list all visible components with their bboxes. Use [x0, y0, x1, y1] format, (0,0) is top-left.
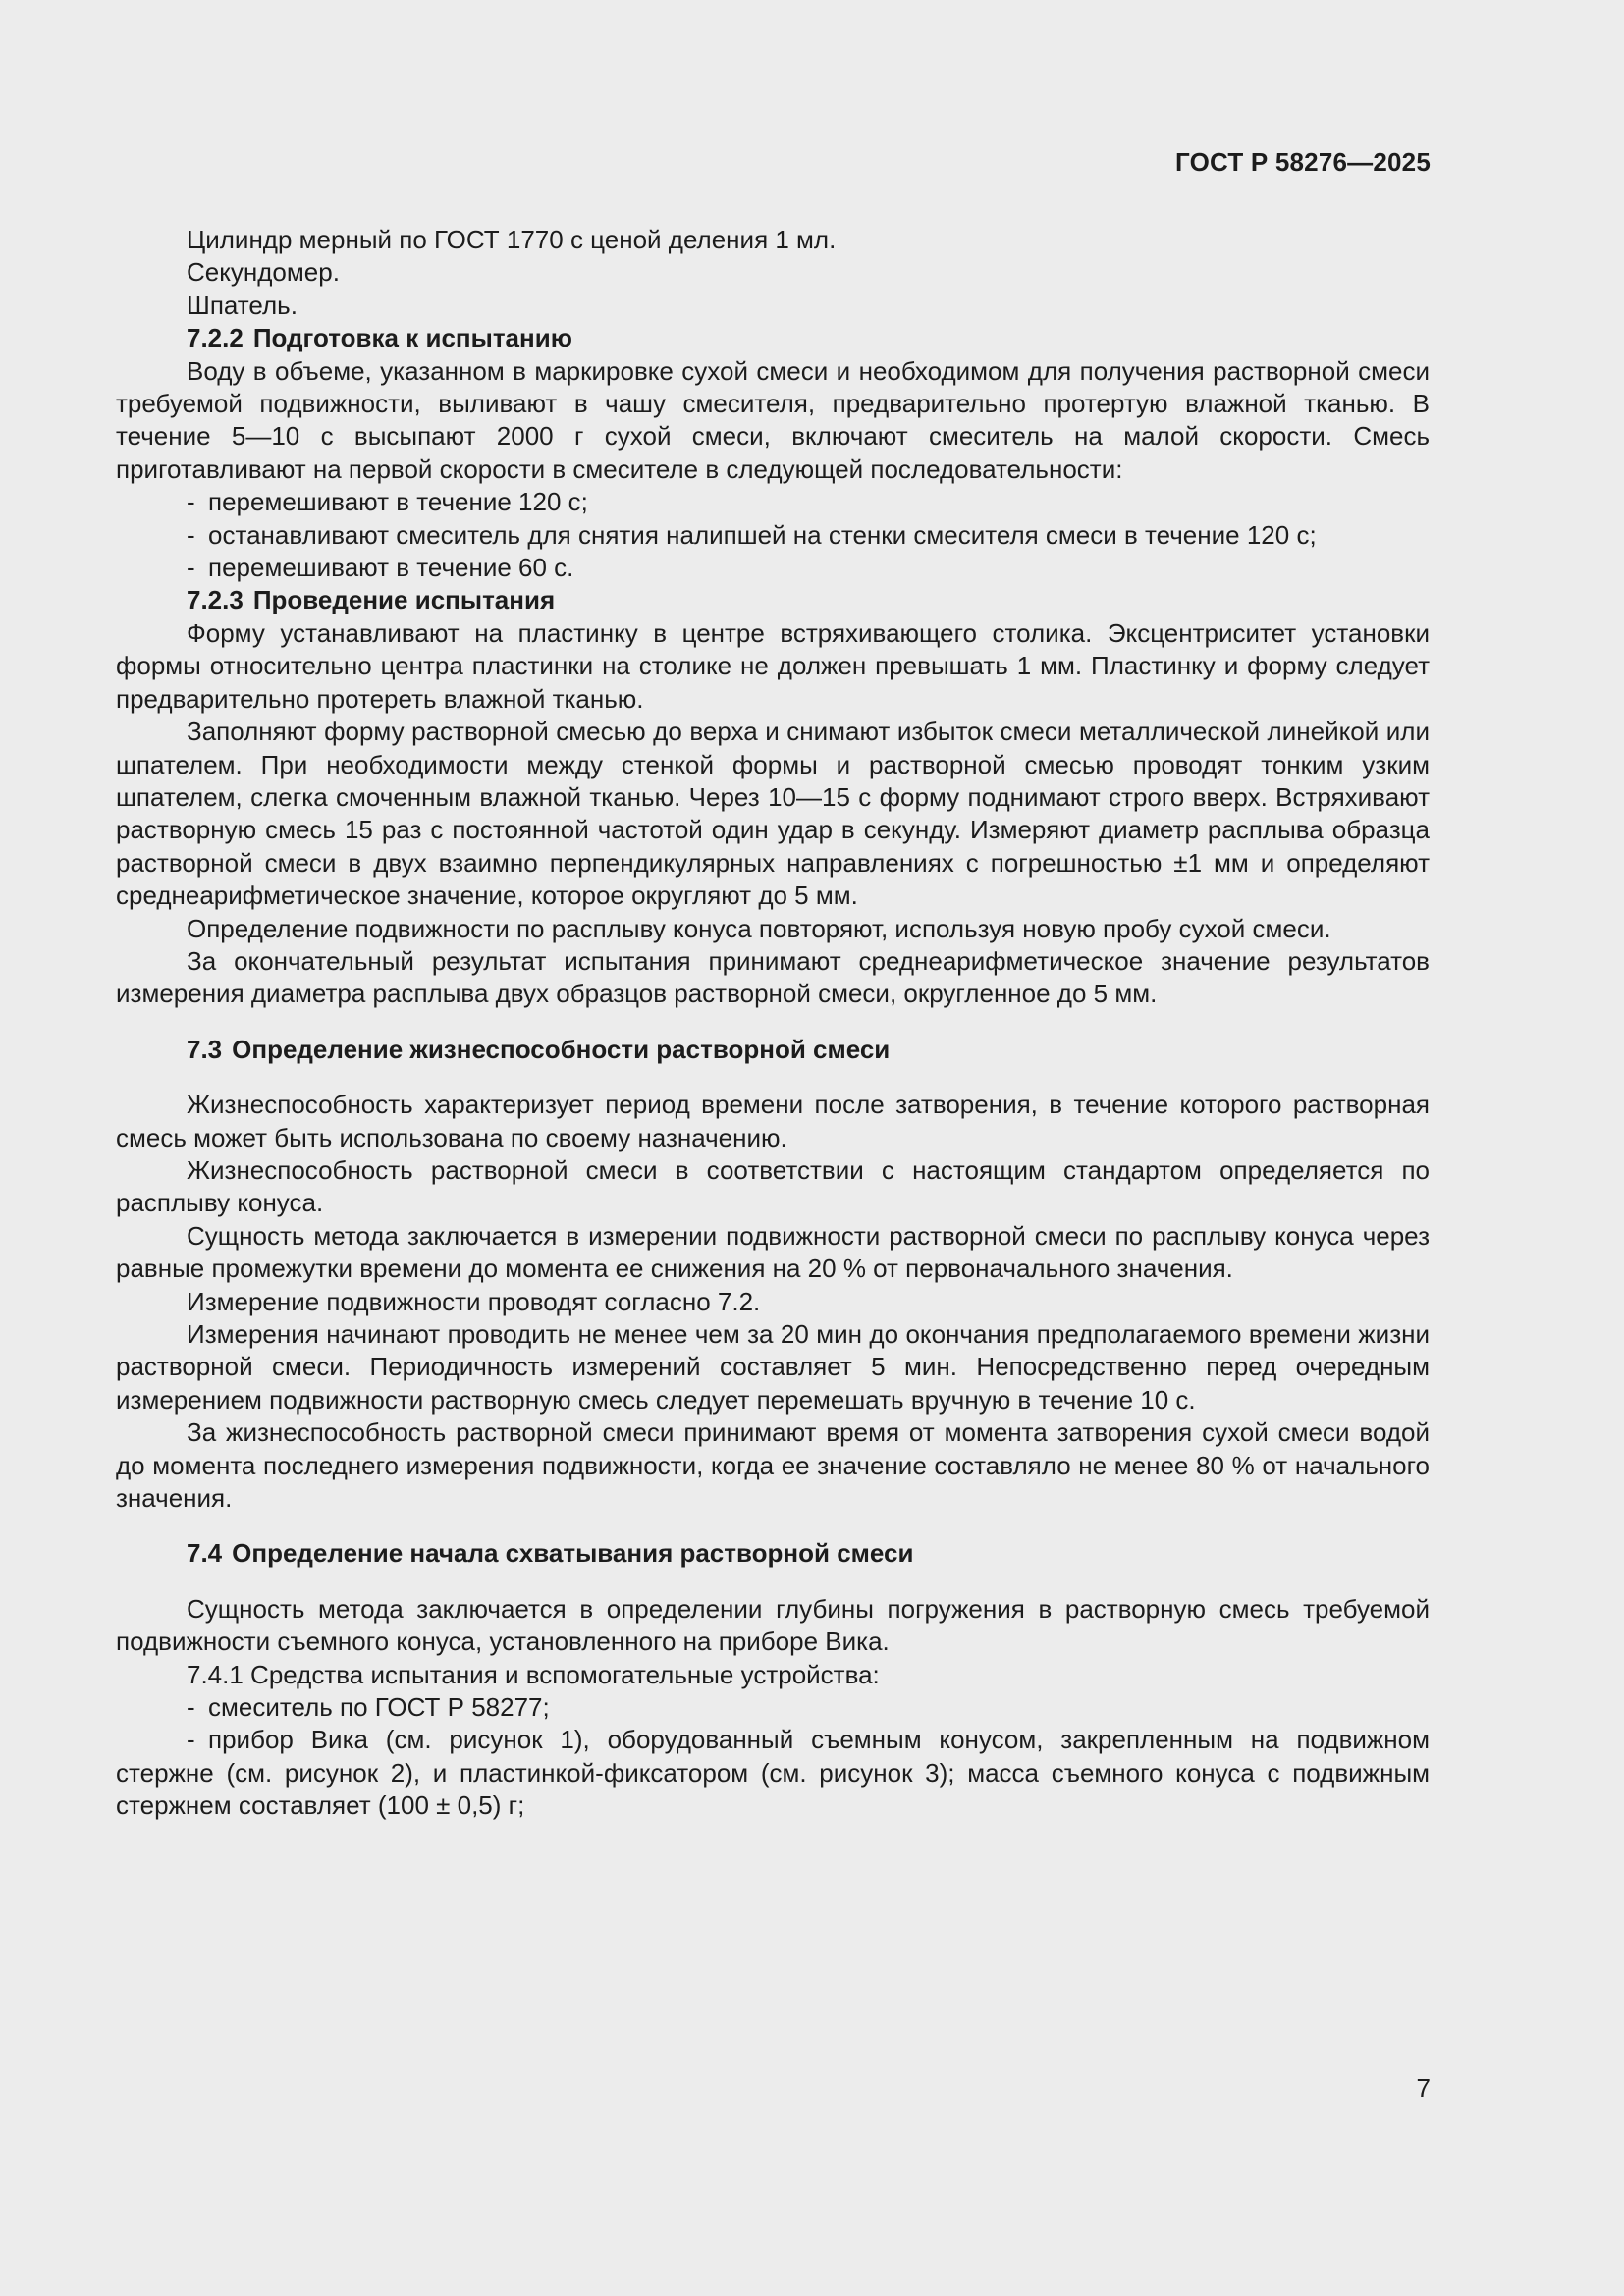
- heading-number: 7.4: [187, 1538, 223, 1569]
- subsection-line-7-4-1: 7.4.1 Средства испытания и вспомогательные устройства:: [187, 1659, 880, 1689]
- heading-title: Определение начала схватывания растворной смеси: [232, 1538, 914, 1569]
- paragraph: Воду в объеме, указанном в маркировке сухой смеси и необходимом для получения растворной смеси требуемой подвижности, выливают в чашу смесителя, предварительно протертую влажной тканью. В течение 5—10 с высыпают 2000 г сухой смеси, включают смеситель на малой скорости. Смесь приготавливают на первой скорости в смесителе в следующей последовательности:: [116, 355, 1430, 484]
- section-heading-7-3: [116, 1034, 1430, 1066]
- paragraph: За окончательный результат испытания принимают среднеарифметическое значение результатов измерения диаметра расплыва двух образцов растворной смеси, округленное до 5 мм.: [116, 945, 1430, 1009]
- equipment-line-cylinder: Цилиндр мерный по ГОСТ 1770 с ценой деления 1 мл.: [187, 225, 837, 254]
- heading-title: Подготовка к испытанию: [252, 323, 572, 353]
- list-item: - останавливают смеситель для снятия налипшей на стенки смесителя смеси в течение 120 с;: [116, 519, 1430, 552]
- paragraph: Определение подвижности по расплыву конуса повторяют, используя новую пробу сухой смеси.: [187, 913, 1331, 943]
- heading-title: Проведение испытания: [252, 585, 556, 615]
- heading-number: 7.2.2: [187, 323, 244, 353]
- equipment-line-stopwatch: Секундомер.: [187, 257, 340, 288]
- paragraph: Измерение подвижности проводят согласно 7.2.: [187, 1286, 761, 1316]
- paragraph: За жизнеспособность растворной смеси принимают время от момента затворения сухой смеси водой до момента последнего измерения подвижности, когда ее значение составляло не менее 80 % от начального значения.: [116, 1417, 1430, 1514]
- list-item: - перемешивают в течение 60 с.: [116, 552, 1430, 584]
- equipment-line-spatula: Шпатель.: [187, 290, 298, 320]
- heading-number: 7.3: [187, 1034, 223, 1064]
- subsection-heading-7-2-3: [116, 584, 1430, 616]
- list-item: - перемешивают в течение 120 с;: [116, 486, 1430, 518]
- paragraph: Сущность метода заключается в определении глубины погружения в растворную смесь требуемой подвижности съемного конуса, установленного на приборе Вика.: [116, 1593, 1430, 1657]
- subsection-heading-7-2-2: [116, 322, 1430, 354]
- list-dash: -: [187, 519, 195, 550]
- page-content: [116, 224, 1430, 1823]
- heading-number: 7.2.3: [187, 585, 244, 615]
- list-dash: -: [187, 1692, 195, 1723]
- list-dash: -: [187, 553, 195, 583]
- list-dash: -: [187, 487, 195, 517]
- paragraph: Измерения начинают проводить не менее чем за 20 мин до окончания предполагаемого времени жизни растворной смеси. Периодичность измерений составляет 5 мин. Непосредственно перед очередным измерением подвижности растворную смесь следует перемешать вручную в течение 10 с.: [116, 1319, 1430, 1415]
- list-dash: -: [187, 1725, 195, 1755]
- section-heading-7-4: [116, 1537, 1430, 1570]
- heading-title: Определение жизнеспособности растворной смеси: [232, 1034, 891, 1064]
- paragraph: Заполняют форму растворной смесью до верха и снимают избыток смеси металлической линейкой или шпателем. При необходимости между стенкой формы и растворной смесью проводят тонким узким шпателем, слегка смоченным влажной тканью. Через 10—15 с форму поднимают строго вверх. Встряхивают растворную смесь 15 раз с постоянной частотой один удар в секунду. Измеряют диаметр расплыва образца растворной смеси в двух взаимно перпендикулярных направлениях с погрешностью ±1 мм и определяют среднеарифметическое значение, которое округляют до 5 мм.: [116, 717, 1430, 911]
- page-number: 7: [1416, 2073, 1431, 2103]
- paragraph: Сущность метода заключается в измерении подвижности растворной смеси по расплыву конуса через равные промежутки времени до момента ее снижения на 20 % от первоначального значения.: [116, 1220, 1430, 1284]
- paragraph: Форму устанавливают на пластинку в центре встряхивающего столика. Эксцентриситет установки формы относительно центра пластинки на столике не должен превышать 1 мм. Пластинку и форму следует предварительно протереть влажной тканью.: [116, 617, 1430, 714]
- list-item: - прибор Вика (см. рисунок 1), оборудованный съемным конусом, закрепленным на подвижном стержне (см. рисунок 2), и пластинкой-фиксатором (см. рисунок 3); масса съемного конуса с подвижным стержнем составляет (100 ± 0,5) г;: [116, 1725, 1430, 1821]
- paragraph: Жизнеспособность характеризует период времени после затворения, в течение которого растворная смесь может быть использована по своему назначению.: [116, 1090, 1430, 1152]
- paragraph: Жизнеспособность растворной смеси в соответствии с настоящим стандартом определяется по расплыву конуса.: [116, 1154, 1430, 1218]
- document-code-header: ГОСТ Р 58276—2025: [1175, 147, 1431, 177]
- list-item: - смеситель по ГОСТ Р 58277;: [116, 1691, 1430, 1724]
